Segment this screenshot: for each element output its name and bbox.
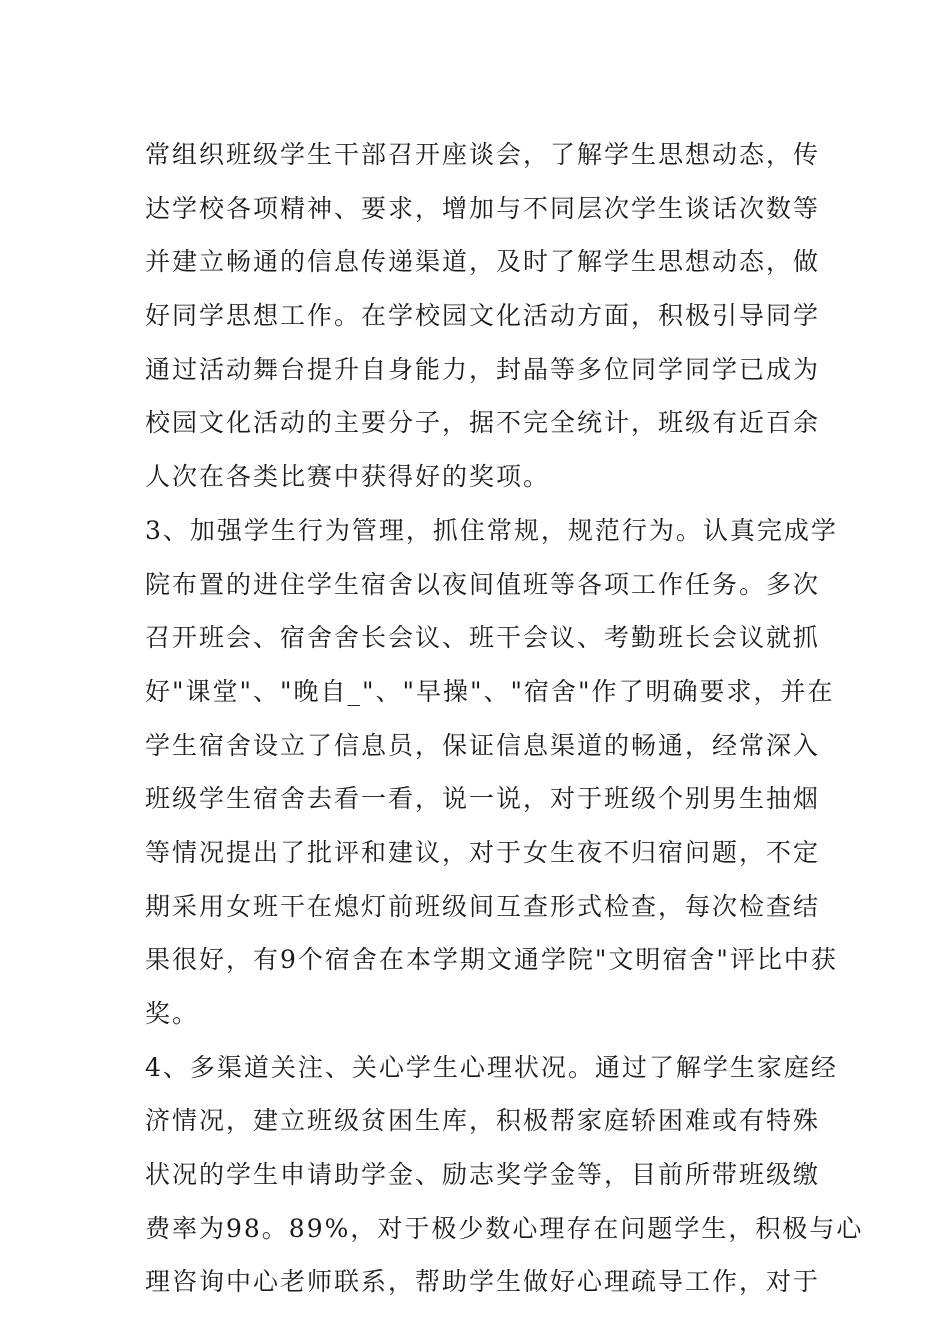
text-line: 召开班会、宿舍舍长会议、班干会议、考勤班长会议就抓 (145, 623, 821, 653)
text-line: 人次在各类比赛中获得好的奖项。 (145, 462, 551, 492)
text-line: 学生宿舍设立了信息员，保证信息渠道的畅通，经常深入 (145, 730, 821, 760)
text-line: 理咨询中心老师联系，帮助学生做好心理疏导工作，对于 (145, 1267, 821, 1297)
text-line: 并建立畅通的信息传递渠道，及时了解学生思想动态，做 (145, 247, 821, 277)
text-line: 好同学思想工作。在学校园文化活动方面，积极引导同学 (145, 301, 821, 331)
text-line: 济情况，建立班级贫困生库，积极帮家庭轿困难或有特殊 (145, 1106, 821, 1136)
text-line: 常组织班级学生干部召开座谈会，了解学生思想动态，传 (145, 140, 821, 169)
text-line: 奖。 (145, 999, 200, 1028)
text-line: 好"课堂"、"晚自_"、"早操"、"宿舍"作了明确要求，并在 (145, 676, 835, 706)
text-line: 费率为98。89%，对于极少数心理存在问题学生，积极与心 (145, 1213, 864, 1243)
body-text (145, 128, 864, 1309)
text-line: 校园文化活动的主要分子，据不完全统计，班级有近百余 (145, 408, 821, 438)
text-line: 班级学生宿舍去看一看，说一说，对于班级个别男生抽烟 (145, 784, 821, 814)
text-line: 达学校各项精神、要求，增加与不同层次学生谈话次数等 (145, 193, 821, 223)
text-line: 通过活动舞台提升自身能力，封晶等多位同学同学已成为 (145, 354, 821, 384)
text-line: 期采用女班干在熄灯前班级间互查形式检查，每次检查结 (145, 891, 821, 921)
text-line: 果很好，有9个宿舍在本学期文通学院"文明宿舍"评比中获 (145, 945, 838, 975)
text-line: 院布置的进住学生宿舍以夜间值班等各项工作任务。多次 (145, 569, 821, 599)
text-line: 等情况提出了批评和建议，对于女生夜不归宿问题，不定 (145, 837, 821, 867)
text-line: 4、多渠道关注、关心学生心理状况。通过了解学生家庭经 (145, 1052, 838, 1082)
text-line: 状况的学生申请助学金、励志奖学金等，目前所带班级缴 (145, 1160, 821, 1190)
text-line: 3、加强学生行为管理，抓住常规，规范行为。认真完成学 (145, 515, 838, 545)
